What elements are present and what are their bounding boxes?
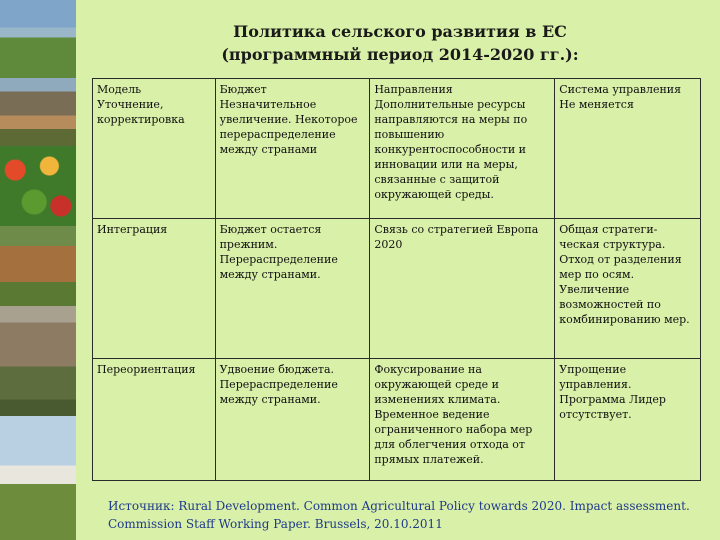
mountain-valley-photo: [0, 0, 76, 78]
village-photo: [0, 78, 76, 146]
source-line-2: Commission Staff Working Paper. Brussels, 20.10.2011: [108, 517, 443, 531]
cell-management: Общая стратеги-ческая структура. Отход от разделения мер по осям. Увеличение возможностей по комбинированию мер.: [555, 219, 701, 359]
header-cell-model: Модель Уточнение, корректировка: [93, 79, 216, 219]
farm-houses-photo: [0, 416, 76, 540]
side-photo-strip: [0, 0, 76, 540]
title-line-1: Политика сельского развития в ЕС: [233, 22, 567, 41]
table-row: [93, 359, 701, 481]
cell-model: Переориентация: [93, 359, 216, 481]
page-title: [120, 20, 680, 66]
cows-photo: [0, 226, 76, 306]
header-cell-management: Система управления Не меняется: [555, 79, 701, 219]
cell-directions: Связь со стратегией Европа 2020: [370, 219, 555, 359]
source-line-1: Источник: Rural Development. Common Agricultural Policy towards 2020. Impact assessment.: [108, 499, 690, 513]
header-cell-directions: Направления Дополнительные ресурсы направляются на меры по повышению конкурентоспособности и инновации или на меры, связанные с защитой окружающей среды.: [370, 79, 555, 219]
table-row: [93, 219, 701, 359]
vegetables-photo: [0, 146, 76, 226]
cell-budget: Удвоение бюджета. Перераспределение между странами.: [215, 359, 370, 481]
rock-monastery-photo: [0, 306, 76, 416]
title-line-2: (программный период 2014-2020 гг.):: [221, 45, 579, 64]
cell-model: Интеграция: [93, 219, 216, 359]
cell-management: Упрощение управления. Программа Лидер отсутствует.: [555, 359, 701, 481]
header-cell-budget: Бюджет Незначительное увеличение. Некоторое перераспределение между странами: [215, 79, 370, 219]
cell-directions: Фокусирование на окружающей среде и изменениях климата. Временное ведение ограниченного набора мер для облегчения отхода от прямых платежей.: [370, 359, 555, 481]
policy-table: [92, 78, 701, 481]
cell-budget: Бюджет остается прежним. Перераспределение между странами.: [215, 219, 370, 359]
source-citation: [108, 497, 708, 533]
table-header-row: [93, 79, 701, 219]
